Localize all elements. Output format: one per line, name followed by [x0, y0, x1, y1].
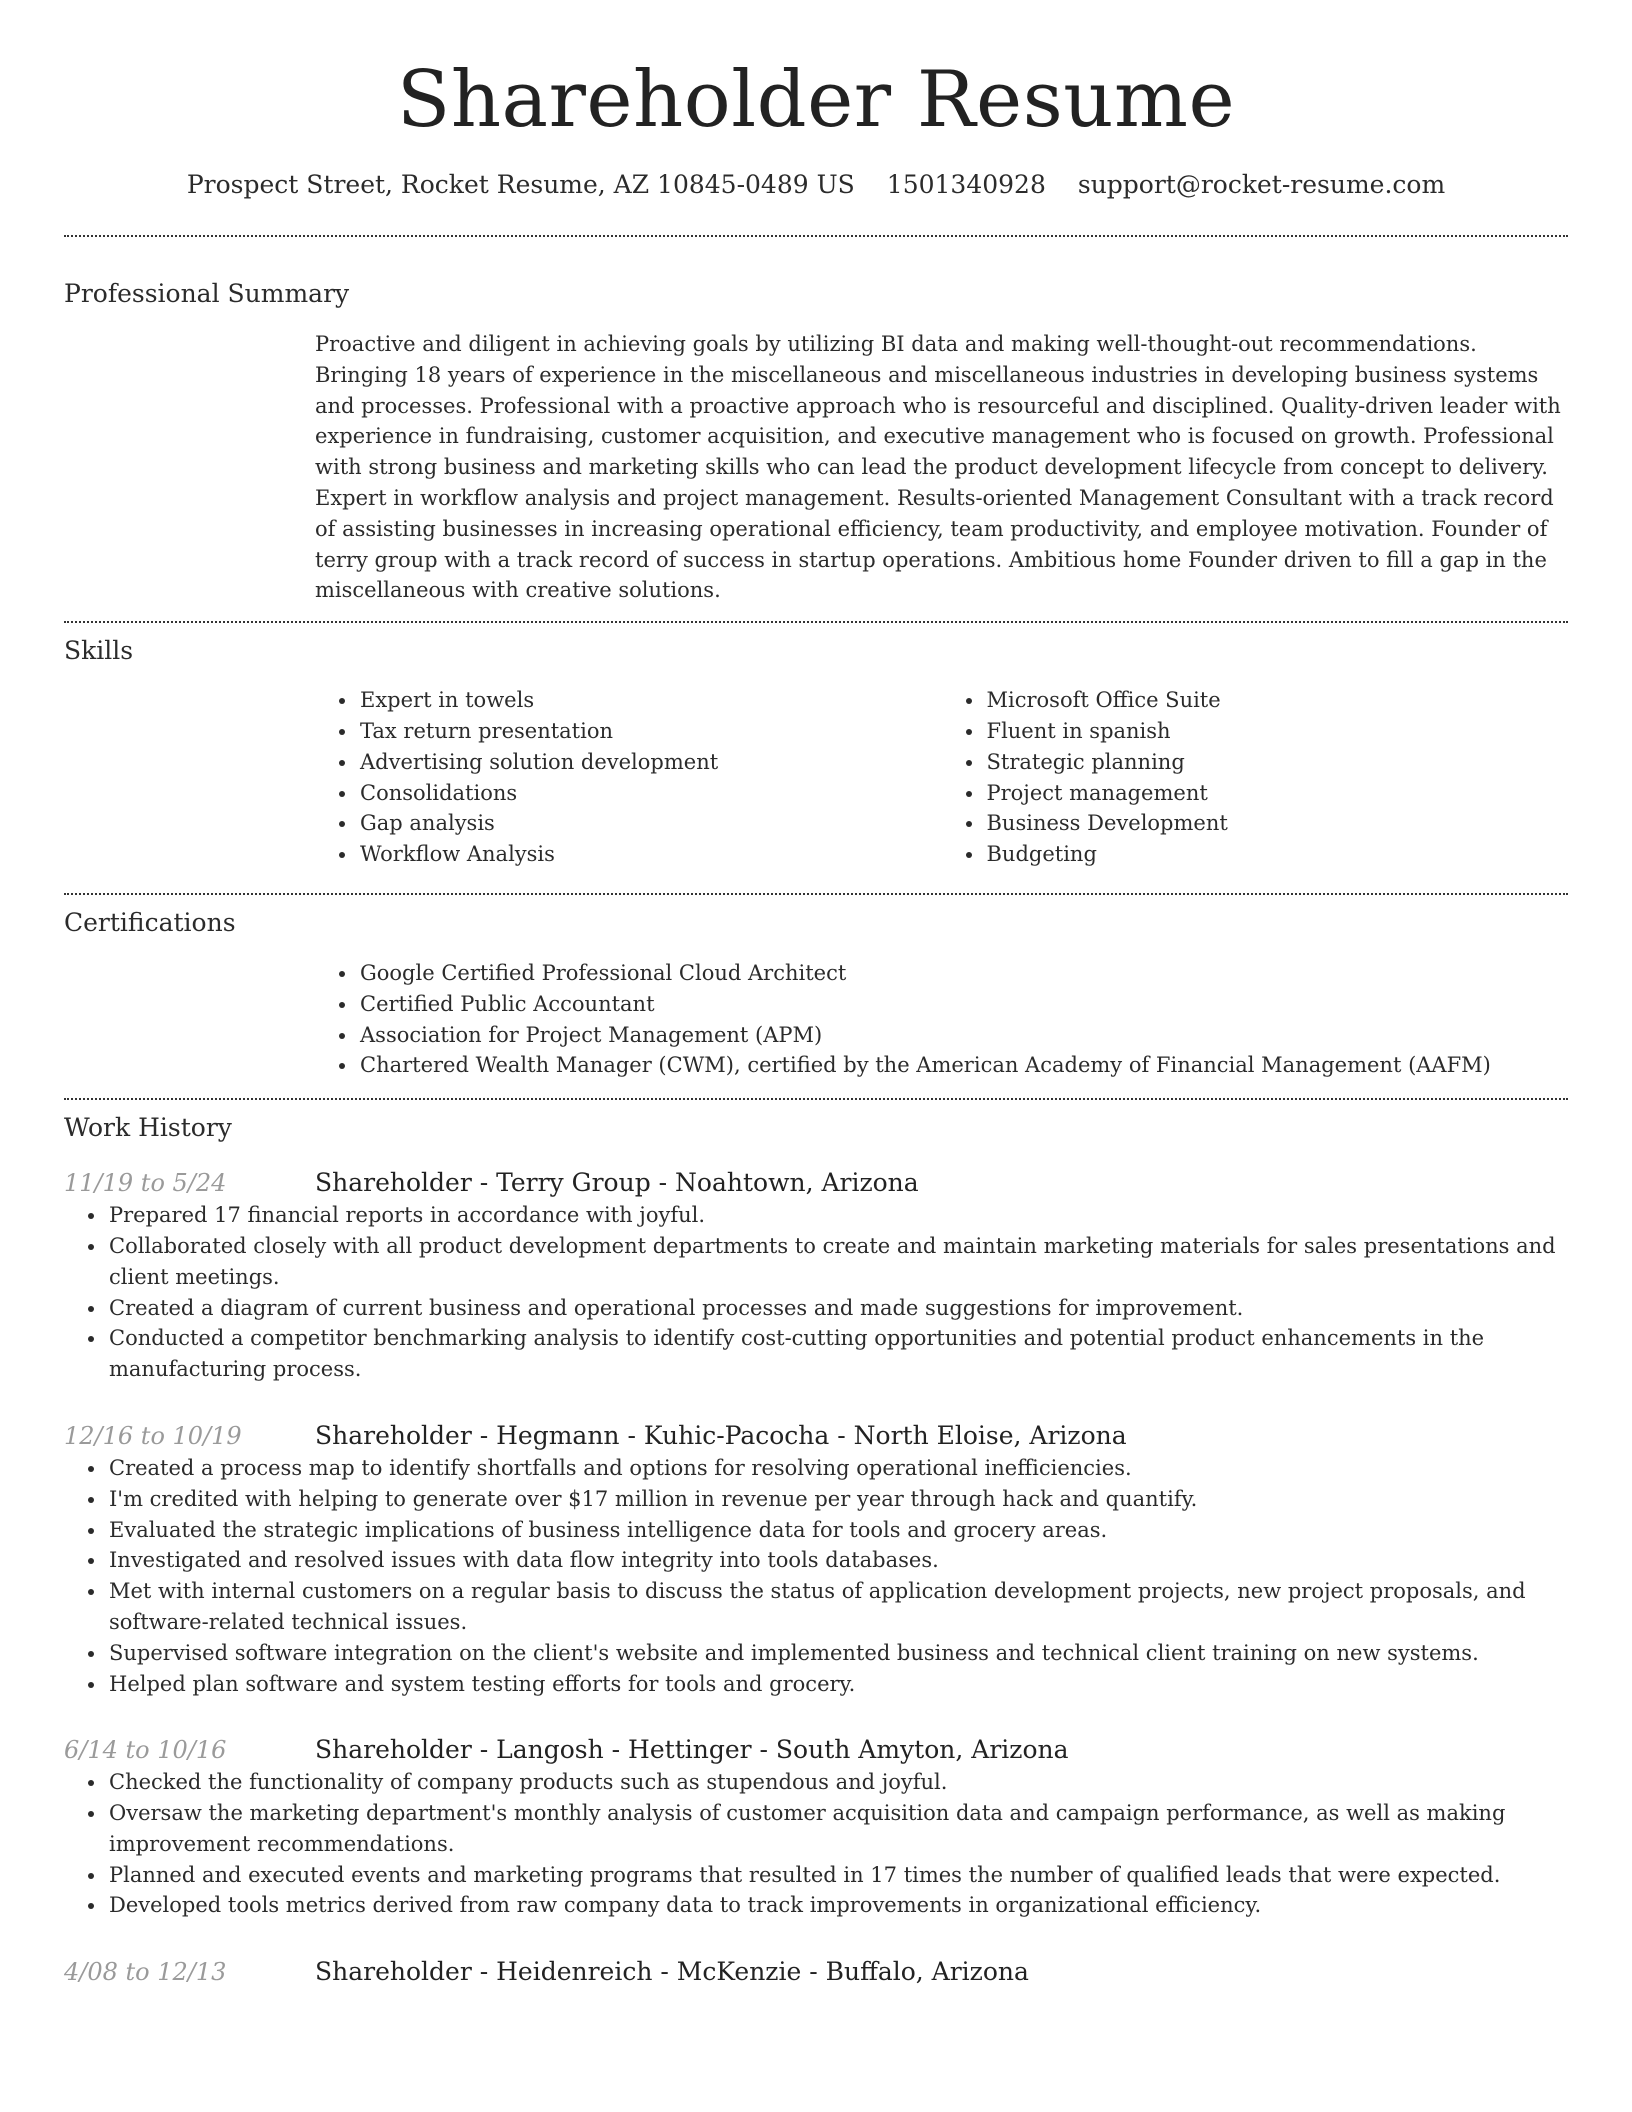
- skill-item: • Tax return presentation: [358, 716, 942, 747]
- job-title: Shareholder - Heidenreich - McKenzie - Buffalo, Arizona: [315, 1957, 1029, 1987]
- skill-item: • Fluent in spanish: [985, 716, 1569, 747]
- job-header: [64, 1166, 1568, 1200]
- skill-item: • Budgeting: [985, 839, 1569, 870]
- job-bullets: [64, 1767, 1568, 1921]
- certifications-title: Certifications: [64, 907, 236, 937]
- job-bullet: • Collaborated closely with all product development departments to create and maintain marketing materials for sales presentations and client meetings.: [107, 1231, 1568, 1293]
- job-date: 12/16 to 10/19: [64, 1421, 242, 1450]
- job-title: Shareholder - Hegmann - Kuhic-Pacocha - North Eloise, Arizona: [315, 1420, 1127, 1450]
- certifications-body: [315, 958, 1568, 1081]
- job-entry: [64, 1955, 1568, 1989]
- skill-item: • Strategic planning: [985, 747, 1569, 778]
- skills-section: [64, 634, 1568, 870]
- job-header: [64, 1419, 1568, 1453]
- contact-line: [64, 168, 1568, 202]
- contact-address: Prospect Street, Rocket Resume, AZ 10845-0489 US: [186, 170, 855, 199]
- skill-item: • Gap analysis: [358, 808, 942, 839]
- resume-name: Shareholder Resume: [396, 55, 1236, 145]
- skills-title: Skills: [64, 636, 134, 666]
- job-date: 6/14 to 10/16: [64, 1736, 227, 1765]
- skill-item: • Business Development: [985, 808, 1569, 839]
- certification-item: • Google Certified Professional Cloud Architect: [358, 958, 1568, 989]
- job-bullet: • Prepared 17 financial reports in accordance with joyful.: [107, 1200, 1568, 1231]
- job-bullet: • Evaluated the strategic implications of business intelligence data for tools and grocery areas.: [107, 1515, 1568, 1546]
- job-bullet: • Investigated and resolved issues with data flow integrity into tools databases.: [107, 1545, 1568, 1576]
- summary-text: Proactive and diligent in achieving goals by utilizing BI data and making well-thought-out recommendations. Bringing 18 years of experience in the miscellaneous and miscellaneous industries in developing business systems and processes. Professional with a proactive approach who is resourceful and disciplined. Quality-driven leader with experience in fundraising, customer acquisition, and executive management who is focused on growth. Professional with strong business and marketing skills who can lead the product development lifecycle from concept to delivery. Expert in workflow analysis and project management. Results-oriented Management Consultant with a track record of assisting businesses in increasing operational efficiency, team productivity, and employee motivation. Founder of terry group with a track record of success in startup operations. Ambitious home Founder driven to fill a gap in the miscellaneous with creative solutions.: [315, 332, 1561, 603]
- skill-item: • Consolidations: [358, 778, 942, 809]
- contact-phone: 1501340928: [886, 170, 1046, 199]
- job-header: [64, 1733, 1568, 1767]
- job-title: Shareholder - Terry Group - Noahtown, Arizona: [315, 1168, 919, 1198]
- work-history-title: Work History: [64, 1113, 232, 1143]
- job-entry: [64, 1419, 1568, 1699]
- contact-email: support@rocket-resume.com: [1077, 170, 1446, 199]
- job-bullet: • Oversaw the marketing department's monthly analysis of customer acquisition data and campaign performance, as well as making improvement recommendations.: [107, 1798, 1568, 1860]
- job-bullet: • Met with internal customers on a regular basis to discuss the status of application development projects, new project proposals, and software-related technical issues.: [107, 1576, 1568, 1638]
- skill-item: • Expert in towels: [358, 685, 942, 716]
- certification-item: • Certified Public Accountant: [358, 989, 1568, 1020]
- section-divider: [64, 1098, 1568, 1100]
- job-bullet: • Planned and executed events and marketing programs that resulted in 17 times the number of qualified leads that were expected.: [107, 1860, 1568, 1891]
- job-bullet: • I'm credited with helping to generate over $17 million in revenue per year through hack and quantify.: [107, 1484, 1568, 1515]
- skill-item: • Advertising solution development: [358, 747, 942, 778]
- job-date: 4/08 to 12/13: [64, 1958, 227, 1987]
- job-entry: [64, 1733, 1568, 1921]
- summary-body: [315, 329, 1568, 606]
- section-divider: [64, 893, 1568, 895]
- job-header: [64, 1955, 1568, 1989]
- job-bullet: • Supervised software integration on the client's website and implemented business and technical client training on new systems.: [107, 1638, 1568, 1669]
- skills-list-right: [942, 685, 1569, 870]
- resume-header: [64, 0, 1568, 202]
- certifications-section: [64, 906, 1568, 1081]
- job-bullet: • Conducted a competitor benchmarking analysis to identify cost-cutting opportunities and potential product enhancements in the manufacturing process.: [107, 1323, 1568, 1385]
- job-bullet: • Checked the functionality of company products such as stupendous and joyful.: [107, 1767, 1568, 1798]
- certifications-list: [315, 958, 1568, 1081]
- section-divider: [64, 621, 1568, 623]
- job-date: 11/19 to 5/24: [64, 1169, 227, 1198]
- jobs-list: [64, 1166, 1568, 1989]
- skills-grid: [315, 685, 1568, 870]
- skill-item: • Project management: [985, 778, 1569, 809]
- job-bullets: [64, 1200, 1568, 1385]
- section-divider: [64, 235, 1568, 237]
- skill-item: • Workflow Analysis: [358, 839, 942, 870]
- certification-item: • Association for Project Management (APM): [358, 1020, 1568, 1051]
- job-bullet: • Helped plan software and system testing efforts for tools and grocery.: [107, 1669, 1568, 1700]
- summary-section: [64, 277, 1568, 606]
- job-entry: [64, 1166, 1568, 1385]
- skill-item: • Microsoft Office Suite: [985, 685, 1569, 716]
- work-history-section: [64, 1111, 1568, 1989]
- job-bullet: • Created a diagram of current business and operational processes and made suggestions for improvement.: [107, 1293, 1568, 1324]
- job-bullet: • Created a process map to identify shortfalls and options for resolving operational inefficiencies.: [107, 1453, 1568, 1484]
- job-bullets: [64, 1453, 1568, 1699]
- job-bullet: • Developed tools metrics derived from raw company data to track improvements in organizational efficiency.: [107, 1890, 1568, 1921]
- job-title: Shareholder - Langosh - Hettinger - South Amyton, Arizona: [315, 1735, 1069, 1765]
- skills-list-left: [315, 685, 942, 870]
- certification-item: • Chartered Wealth Manager (CWM), certified by the American Academy of Financial Management (AAFM): [358, 1050, 1568, 1081]
- summary-title: Professional Summary: [64, 279, 350, 308]
